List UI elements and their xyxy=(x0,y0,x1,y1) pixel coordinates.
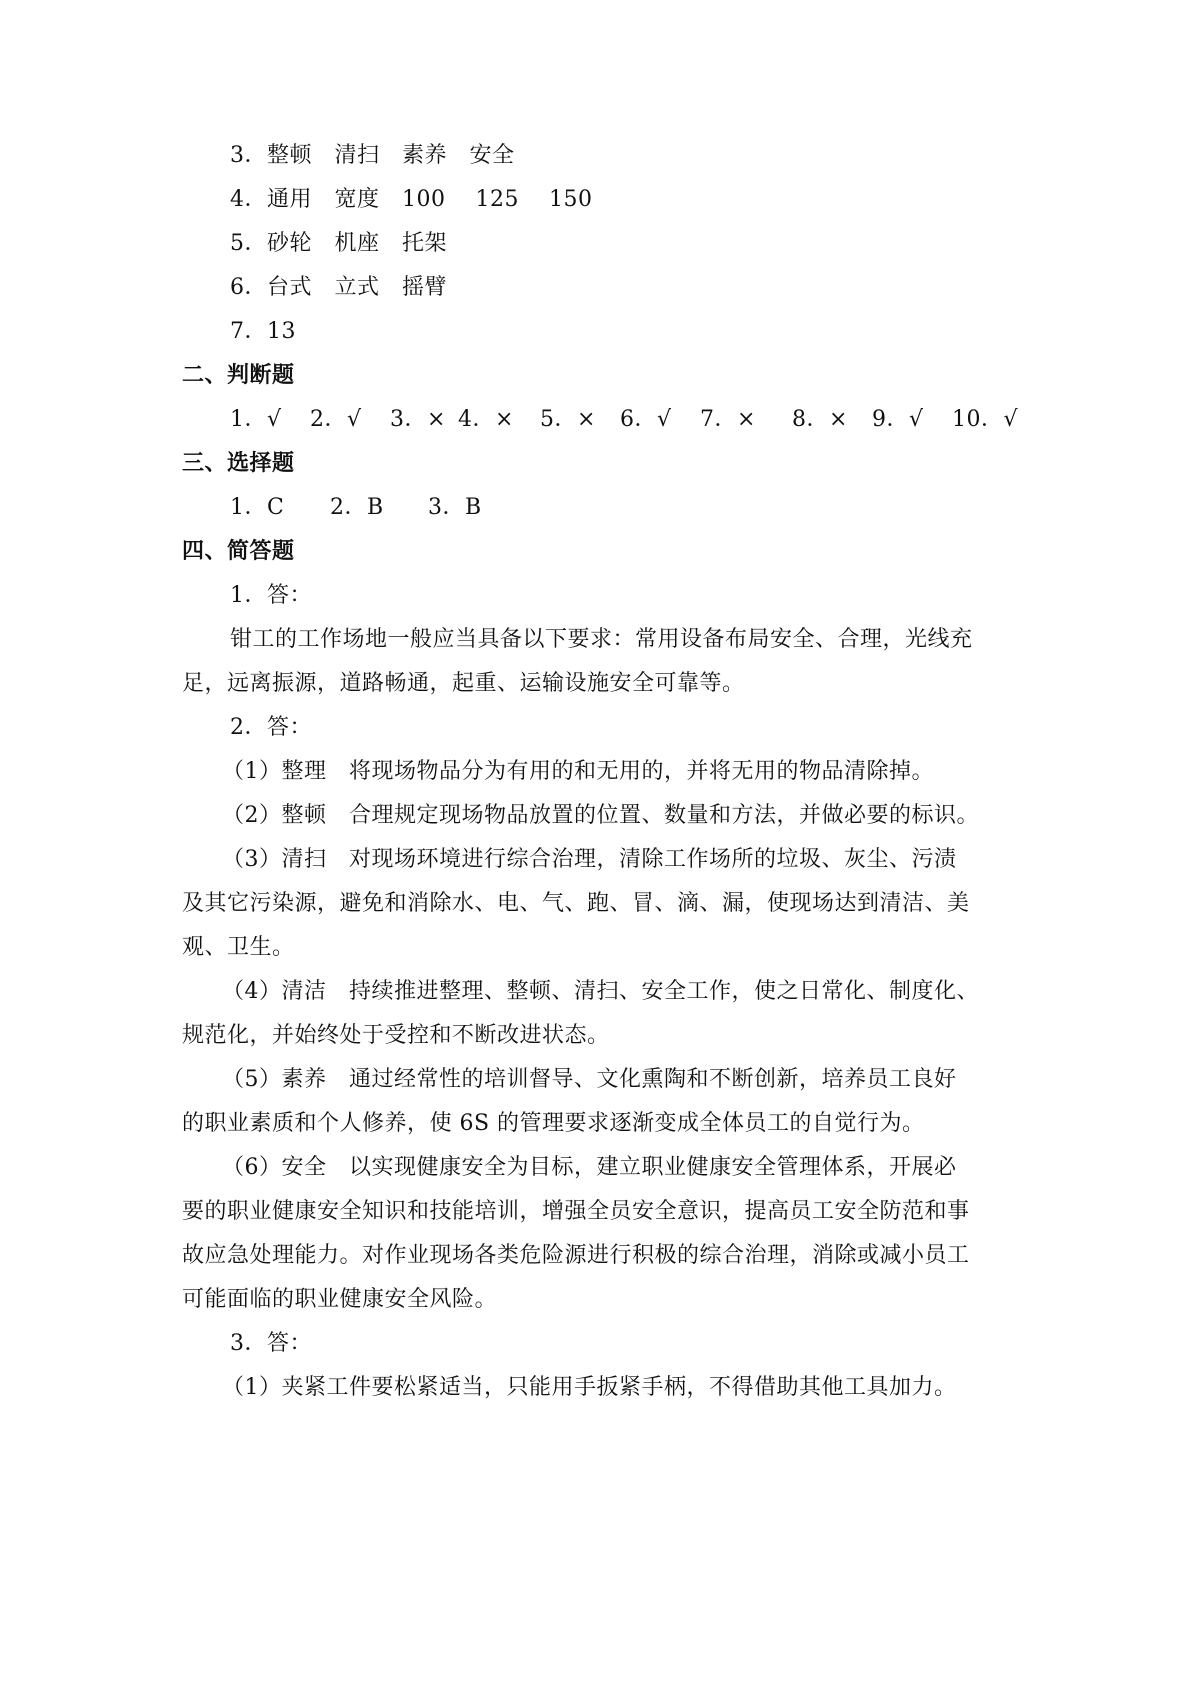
short-answer-q2-item-4-line-2: 规范化，并始终处于受控和不断改进状态。 xyxy=(182,1023,610,1048)
short-answer-q2-item-6-line-3: 故应急处理能力。对作业现场各类危险源进行积极的综合治理，消除或减小员工 xyxy=(182,1243,970,1268)
short-answer-q1-line-1: 钳工的工作场地一般应当具备以下要求：常用设备布局安全、合理，光线充 xyxy=(230,627,973,652)
fill-blank-item-3: 3．整顿 清扫 素养 安全 xyxy=(230,143,515,168)
judge-answer-3: 3．× xyxy=(390,407,446,432)
short-answer-q2-label: 2．答： xyxy=(230,715,312,740)
choice-answers-row xyxy=(0,493,1191,523)
fill-blank-item-7: 7．13 xyxy=(230,319,296,344)
short-answer-q3-item-1: （1）夹紧工件要松紧适当，只能用手扳紧手柄，不得借助其他工具加力。 xyxy=(222,1375,957,1400)
fill-blank-item-5: 5．砂轮 机座 托架 xyxy=(230,231,447,256)
judge-answer-1: 1．√ xyxy=(230,407,282,432)
judge-answer-5: 5．× xyxy=(540,407,596,432)
short-answer-heading: 四、简答题 xyxy=(182,539,295,564)
short-answer-q2-item-6-line-4: 可能面临的职业健康安全风险。 xyxy=(182,1287,498,1312)
short-answer-q2-item-3-line-3: 观、卫生。 xyxy=(182,935,295,960)
short-answer-q2-item-6-line-2: 要的职业健康安全知识和技能培训，增强全员安全意识，提高员工安全防范和事 xyxy=(182,1199,970,1224)
choice-answer-1: 1．C xyxy=(230,495,285,520)
short-answer-q1-label: 1．答： xyxy=(230,583,312,608)
short-answer-q2-item-1: （1）整理 将现场物品分为有用的和无用的，并将无用的物品清除掉。 xyxy=(222,759,934,784)
judge-answer-4: 4．× xyxy=(458,407,514,432)
choice-answer-3: 3．B xyxy=(428,495,482,520)
fill-blank-item-6: 6．台式 立式 摇臂 xyxy=(230,275,447,300)
short-answer-q2-item-6-line-1: （6）安全 以实现健康安全为目标，建立职业健康安全管理体系，开展必 xyxy=(222,1155,957,1180)
judge-answers-row xyxy=(0,405,1191,435)
judge-answer-9: 9．√ xyxy=(872,407,924,432)
short-answer-q2-item-4-line-1: （4）清洁 持续推进整理、整顿、清扫、安全工作，使之日常化、制度化、 xyxy=(222,979,979,1004)
short-answer-q2-item-2: （2）整顿 合理规定现场物品放置的位置、数量和方法，并做必要的标识。 xyxy=(222,803,979,828)
judge-heading: 二、判断题 xyxy=(182,363,295,388)
short-answer-q1-line-2: 足，远离振源，道路畅通，起重、运输设施安全可靠等。 xyxy=(182,671,745,696)
judge-answer-6: 6．√ xyxy=(620,407,672,432)
short-answer-q2-item-3-line-2: 及其它污染源，避免和消除水、电、气、跑、冒、滴、漏，使现场达到清洁、美 xyxy=(182,891,970,916)
short-answer-q2-item-3-line-1: （3）清扫 对现场环境进行综合治理，清除工作场所的垃圾、灰尘、污渍 xyxy=(222,847,957,872)
choice-answer-2: 2．B xyxy=(330,495,384,520)
short-answer-q3-label: 3．答： xyxy=(230,1331,312,1356)
choice-heading: 三、选择题 xyxy=(182,451,295,476)
judge-answer-10: 10．√ xyxy=(952,407,1019,432)
judge-answer-7: 7．× xyxy=(700,407,756,432)
short-answer-q2-item-5-line-2: 的职业素质和个人修养，使 6S 的管理要求逐渐变成全体员工的自觉行为。 xyxy=(182,1111,925,1136)
judge-answer-8: 8．× xyxy=(792,407,848,432)
judge-answer-2: 2．√ xyxy=(310,407,362,432)
fill-blank-item-4: 4．通用 宽度 100 125 150 xyxy=(230,187,593,212)
short-answer-q2-item-5-line-1: （5）素养 通过经常性的培训督导、文化熏陶和不断创新，培养员工良好 xyxy=(222,1067,957,1092)
